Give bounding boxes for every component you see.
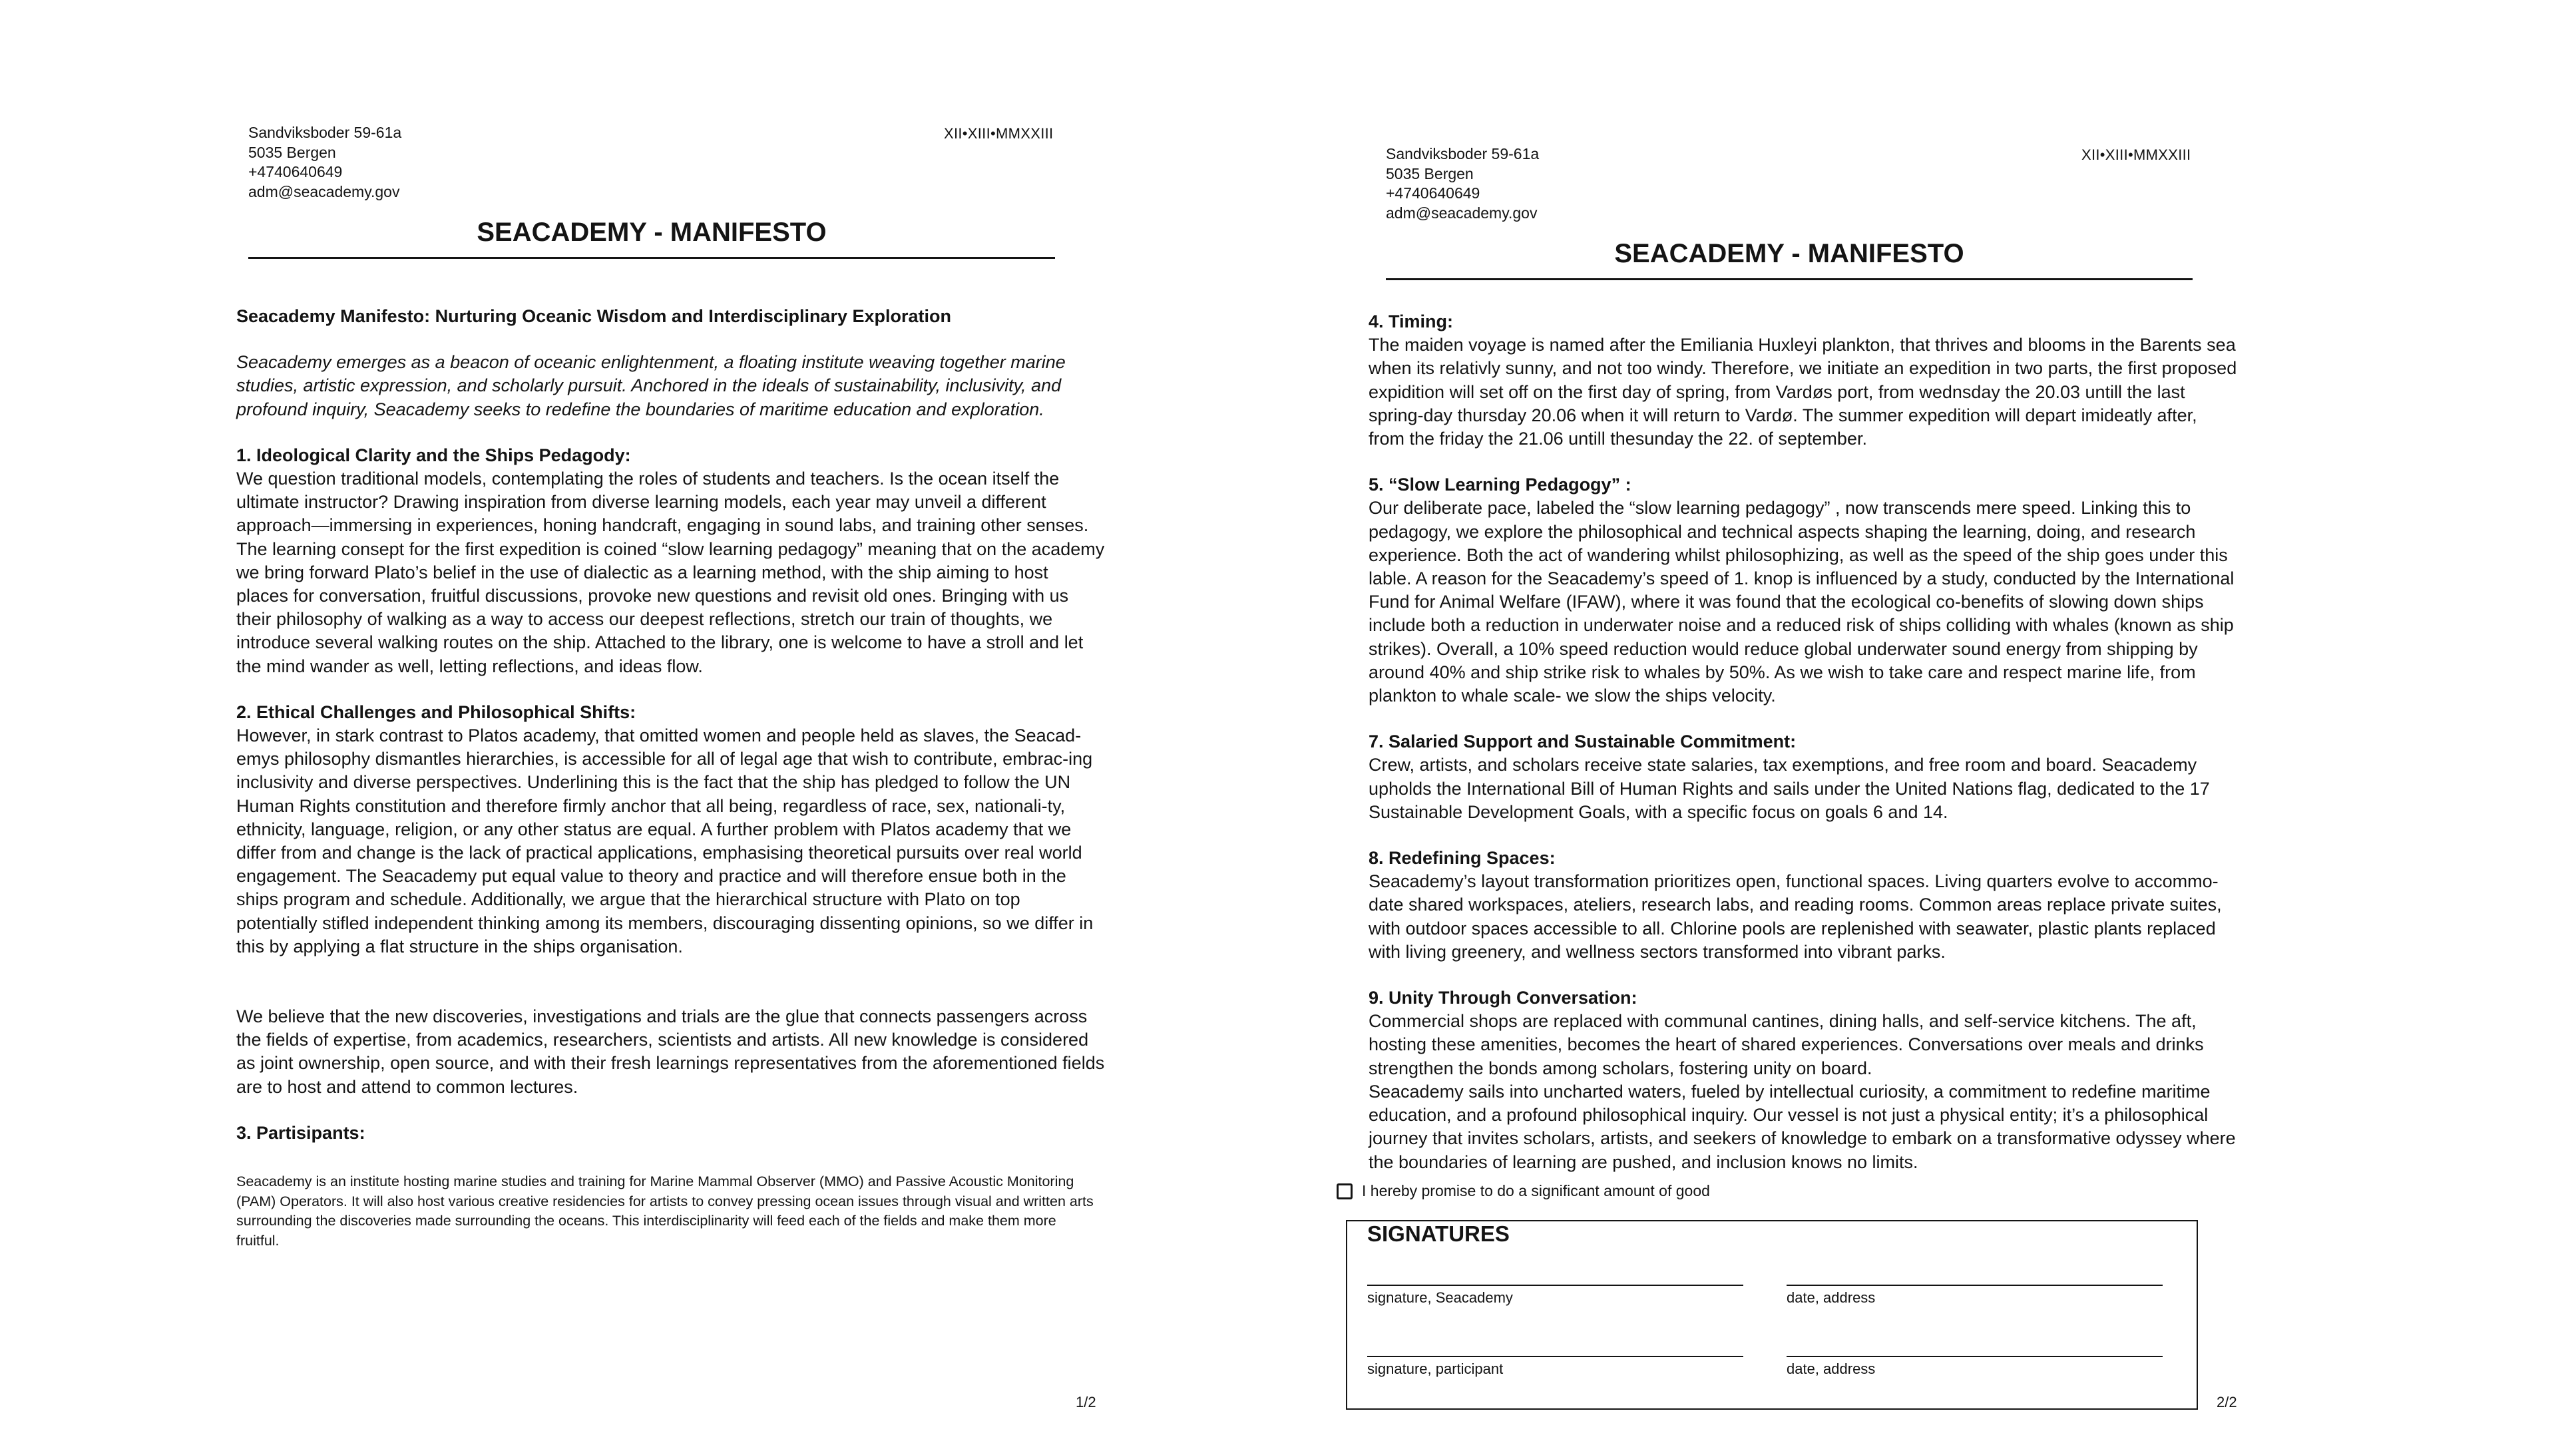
- address-city: 5035 Bergen: [1386, 164, 1474, 182]
- page-title: SEACADEMY - MANIFESTO: [1386, 238, 2193, 280]
- date-address-line-1[interactable]: [1787, 1285, 2163, 1286]
- section-heading: 4. Timing:: [1369, 311, 1454, 331]
- page-1-body: [236, 305, 1105, 1145]
- section-text: The maiden voyage is named after the Emiliania Huxleyi plankton, that thrives and blooms in the Barents sea when its relativly sunny, and not too windy. Therefore, we initiate an expedition in two parts, the first proposed expidition will set off on the first day of spring, from Vardøs port, from wednsday the 20.03 untill the last spring-day thursday 20.06 when it will return to Vardø. The summer expedition will depart imideatly after, from the friday the 21.06 untill thesunday the 22. of september.: [1369, 335, 2237, 449]
- document-date: XII•XIII•MMXXIII: [944, 125, 1054, 142]
- page-2: [1288, 0, 2576, 1449]
- address-email: adm@seacademy.gov: [248, 182, 400, 200]
- signature-line-seacademy[interactable]: [1367, 1285, 1743, 1286]
- date-address-label-1: date, address: [1787, 1289, 1876, 1306]
- address-street: Sandviksboder 59-61a: [1386, 145, 1540, 162]
- page-number: 1/2: [1076, 1394, 1096, 1410]
- intro-title: Seacademy Manifesto: Nurturing Oceanic Wisdom and Interdisciplinary Exploration: [236, 306, 951, 326]
- promise-checkbox[interactable]: [1337, 1183, 1353, 1199]
- promise-row[interactable]: [1337, 1182, 1710, 1200]
- address-city: 5035 Bergen: [248, 143, 336, 161]
- section-heading: 7. Salaried Support and Sustainable Commitment:: [1369, 731, 1797, 752]
- signatures-box: [1346, 1220, 2198, 1410]
- page-title: SEACADEMY - MANIFESTO: [248, 217, 1055, 259]
- signature-label-participant: signature, participant: [1367, 1360, 1504, 1377]
- intro-paragraph: Seacademy emerges as a beacon of oceanic enlightenment, a floating institute weaving together marine studies, artistic expression, and scholarly pursuit. Anchored in the ideals of sustainability, inclusivity, and profound inquiry, Seacademy seeks to redefine the boundaries of maritime education and exploration.: [236, 352, 1066, 419]
- section-heading: 1. Ideological Clarity and the Ships Pedagody:: [236, 445, 631, 465]
- date-address-line-2[interactable]: [1787, 1356, 2163, 1357]
- address-phone: +4740640649: [248, 163, 343, 180]
- section-text: Seacademy’s layout transformation prioritizes open, functional spaces. Living quarters evolve to accommo-date shared workspaces, ateliers, research labs, and reading rooms. Common areas replace private suites, with outdoor spaces accessible to all. Chlorine pools are replenished with seawater, plastic plants replaced with living greenery, and wellness sectors transformed into vibrant parks.: [1369, 871, 2222, 962]
- section-text: Commercial shops are replaced with communal cantines, dining halls, and self-service kitchens. The aft, hosting these amenities, becomes the heart of shared experiences. Conversations over meals and drinks strengthen the bonds among scholars, fostering unity on board.: [1369, 1011, 2204, 1078]
- signature-line-participant[interactable]: [1367, 1356, 1743, 1357]
- signatures-title: SIGNATURES: [1367, 1221, 1510, 1246]
- address-block: [1386, 144, 1539, 223]
- address-phone: +4740640649: [1386, 184, 1480, 202]
- section-text: Our deliberate pace, labeled the “slow learning pedagogy” , now transcends mere speed. Linking this to pedagogy, we explore the philosophical and technical aspects shaping the learning, doing, and research experience. Both the act of wandering whilst philosophizing, as well as the speed of the ship goes under this lable. A reason for the Seacademy’s speed of 1. knop is influenced by a study, conducted by the International Fund for Animal Welfare (IFAW), where it was found that the ecological co-benefits of slowing down ships include both a reduction in underwater noise and a reduced risk of ships colliding with whales (known as ship strikes). Overall, a 10% speed reduction would reduce global underwater sound energy from shipping by around 40% and ship strike risk to whales by 50%. As we wish to take care and respect marine life, from plankton to whale scale- we slow the ships velocity.: [1369, 498, 2235, 706]
- address-block: [248, 123, 401, 202]
- participants-text: Seacademy is an institute hosting marine studies and training for Marine Mammal Observer (MMO) and Passive Acoustic Monitoring (PAM) Operators. It will also host various creative residencies for artists to convey pressing ocean issues through visual and written arts surrounding the discoveries made surrounding the oceans. This interdisciplinarity will feed each of the fields and make them more fruitful.: [236, 1173, 1094, 1249]
- address-street: Sandviksboder 59-61a: [248, 124, 402, 141]
- page-2-body: [1369, 310, 2237, 1174]
- section-heading: 9. Unity Through Conversation:: [1369, 988, 1637, 1008]
- section-heading: 2. Ethical Challenges and Philosophical Shifts:: [236, 702, 636, 722]
- closing-paragraph: Seacademy sails into uncharted waters, fueled by intellectual curiosity, a commitment to redefine maritime education, and a profound philosophical inquiry. Our vessel is not just a physical entity; it’s a philosophical journey that invites scholars, artists, and seekers of knowledge to embark on a transformative odyssey where the boundaries of learning are pushed, and inclusion knows no limits.: [1369, 1081, 2236, 1172]
- section-text: Crew, artists, and scholars receive state salaries, tax exemptions, and free room and board. Seacademy upholds the International Bill of Human Rights and sails under the United Nations flag, dedicated to the 17 Sustainable Development Goals, with a specific focus on goals 6 and 14.: [1369, 755, 2210, 822]
- page-number: 2/2: [2217, 1394, 2237, 1410]
- date-address-label-2: date, address: [1787, 1360, 1876, 1377]
- section-heading: 3. Partisipants:: [236, 1122, 365, 1143]
- section-text: We question traditional models, contemplating the roles of students and teachers. Is the ocean itself the ultimate instructor? Drawing inspiration from diverse learning models, each year may unveil a different approach—immersing in experiences, honing handcraft, engaging in sound labs, and training other senses. The learning consept for the first expedition is coined “slow learning pedagogy” meaning that on the academy we bring forward Plato’s belief in the use of dialectic as a learning method, with the ship aiming to host places for conversation, fruitful discussions, provoke new questions and revisit old ones. Bringing with us their philosophy of walking as a way to access our deepest reflections, stretch our train of thoughts, we introduce several walking routes on the ship. Attached to the library, one is welcome to have a stroll and let the mind wander as well, letting reflections, and ideas flow.: [236, 469, 1105, 676]
- promise-label: I hereby promise to do a significant amount of good: [1362, 1182, 1710, 1199]
- section-heading: 5. “Slow Learning Pedagogy” :: [1369, 475, 1631, 495]
- signature-label-seacademy: signature, Seacademy: [1367, 1289, 1513, 1306]
- section-text: However, in stark contrast to Platos academy, that omitted women and people held as slaves, the Seacad-emys philosophy dismantles hierarchies, is accessible for all of legal age that wish to contribute, embrac-ing inclusivity and diverse perspectives. Underlining this is the fact that the ship has pledged to follow the UN Human Rights constitution and therefore firmly anchor that all being, regardless of race, sex, nationali-ty, ethnicity, language, religion, or any other status are equal. A further problem with Platos academy that we differ from and change is the lack of practical applications, emphasising theoretical pursuits over real world engagement. The Seacademy put equal value to theory and practice and will therefore ensue both in the ships program and schedule. Additionally, we argue that the hierarchical structure with Plato on top potentially stifled independent thinking among its members, discouraging dissenting opinions, so we differ in this by applying a flat structure in the ships organisation.: [236, 725, 1094, 956]
- section-heading: 8. Redefining Spaces:: [1369, 848, 1556, 869]
- address-email: adm@seacademy.gov: [1386, 204, 1538, 222]
- belief-paragraph: We believe that the new discoveries, investigations and trials are the glue that connects passengers across the fields of expertise, from academics, researchers, scientists and artists. All new knowledge is considered as joint ownership, open source, and with their fresh learnings representatives from the aforementioned fields are to host and attend to common lectures.: [236, 1006, 1105, 1097]
- document-date: XII•XIII•MMXXIII: [2081, 146, 2191, 163]
